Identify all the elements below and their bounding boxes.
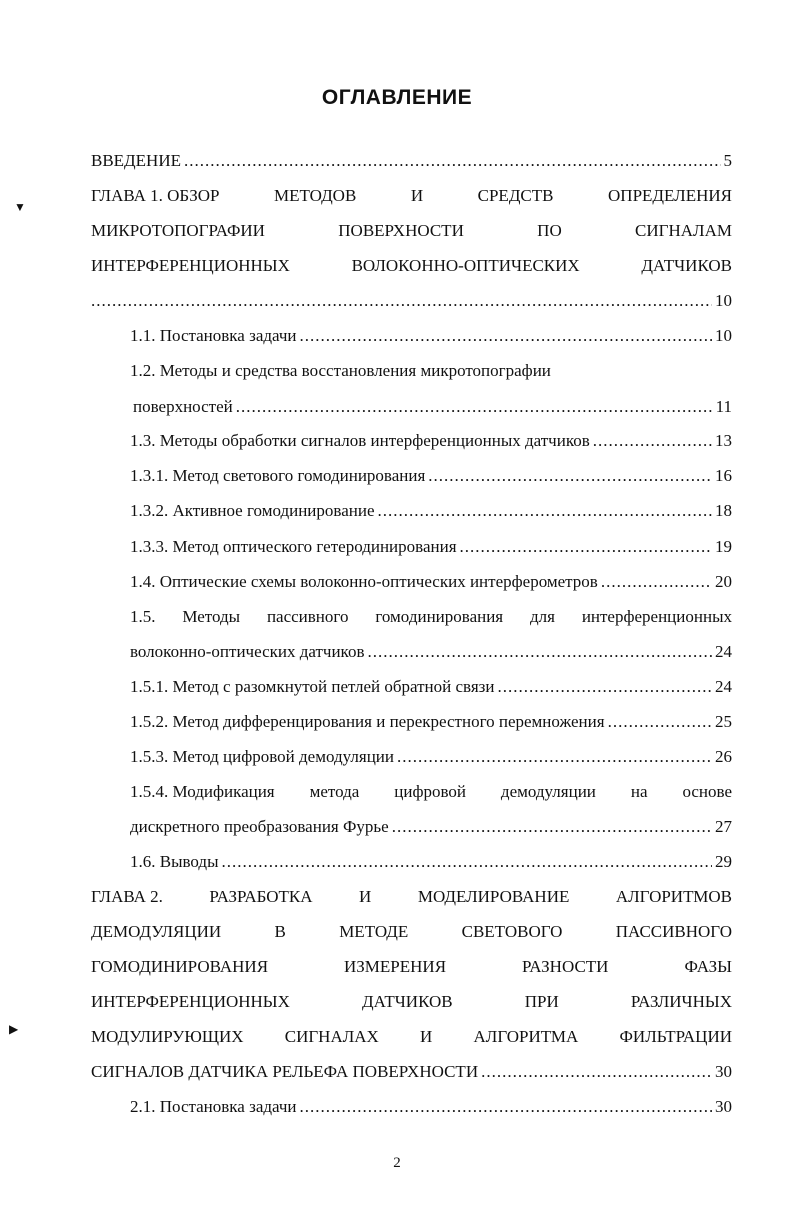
dot-leader xyxy=(91,290,712,312)
page-ref: 25 xyxy=(715,712,732,731)
page-ref: 10 xyxy=(715,326,732,345)
toc-entry-chapter-2[interactable]: ДЕМОДУЛЯЦИИ В МЕТОДЕ СВЕТОВОГО ПАССИВНОГО xyxy=(91,922,732,941)
toc-entry-1-1[interactable]: 1.1. Постановка задачи ..... 10 xyxy=(130,325,732,347)
page-ref: 24 xyxy=(715,677,732,696)
toc-entry-1-3[interactable]: 1.3. Методы обработки сигналов интерференционных датчиков ..... 13 xyxy=(130,430,732,452)
toc-entry-chapter-2[interactable]: МОДУЛИРУЮЩИХ СИГНАЛАХ И АЛГОРИТМА ФИЛЬТРАЦИИ xyxy=(91,1027,732,1046)
toc-entry-chapter-1[interactable]: ГЛАВА 1. ОБЗОР МЕТОДОВ И СРЕДСТВ ОПРЕДЕЛЕНИЯ xyxy=(91,186,732,205)
dot-leader xyxy=(608,711,712,733)
dot-leader xyxy=(184,150,721,172)
toc-entry-1-5-3[interactable]: 1.5.3. Метод цифровой демодуляции ..... 26 xyxy=(130,746,732,768)
dot-leader xyxy=(392,816,712,838)
dot-leader xyxy=(367,641,712,663)
toc-entry-1-3-3[interactable]: 1.3.3. Метод оптического гетеродинирования ..... 19 xyxy=(130,536,732,558)
dot-leader xyxy=(593,430,712,452)
toc-entry-1-6[interactable]: 1.6. Выводы ..... 29 xyxy=(130,851,732,873)
dot-leader xyxy=(222,851,712,873)
page-ref: 10 xyxy=(715,291,732,310)
page-ref: 19 xyxy=(715,537,732,556)
dot-leader xyxy=(236,396,713,418)
page-ref: 24 xyxy=(715,642,732,661)
page-title: ОГЛАВЛЕНИЕ xyxy=(321,86,473,109)
toc-entry-chapter-1[interactable]: МИКРОТОПОГРАФИИ ПОВЕРХНОСТИ ПО СИГНАЛАМ xyxy=(91,221,732,240)
page-ref: 30 xyxy=(715,1097,732,1116)
dot-leader xyxy=(397,746,712,768)
dot-leader xyxy=(498,676,713,698)
toc-entry-chapter-2[interactable]: ГЛАВА 2. РАЗРАБОТКА И МОДЕЛИРОВАНИЕ АЛГОРИТМОВ xyxy=(91,887,732,906)
page-number: 2 xyxy=(393,1155,401,1171)
toc-entry-1-5-4[interactable]: 1.5.4. Модификация метода цифровой демодуляции на основе xyxy=(130,782,732,801)
dot-leader xyxy=(300,1096,712,1118)
page-ref: 18 xyxy=(715,501,732,520)
dot-leader xyxy=(601,571,712,593)
toc-entry-1-5-1[interactable]: 1.5.1. Метод с разомкнутой петлей обратной связи ..... 24 xyxy=(130,676,732,698)
page-ref: 20 xyxy=(715,572,732,591)
dot-leader xyxy=(378,500,713,522)
dot-leader xyxy=(300,325,712,347)
toc-entry-chapter-1-page[interactable] xyxy=(91,290,732,312)
toc-entry-chapter-2[interactable]: ГОМОДИНИРОВАНИЯ ИЗМЕРЕНИЯ РАЗНОСТИ ФАЗЫ xyxy=(91,957,732,976)
page-ref: 29 xyxy=(715,852,732,871)
toc-entry-chapter-2[interactable]: ИНТЕРФЕРЕНЦИОННЫХ ДАТЧИКОВ ПРИ РАЗЛИЧНЫХ xyxy=(91,992,732,1011)
page-ref: 5 xyxy=(723,151,732,170)
toc-entry-1-3-2[interactable]: 1.3.2. Активное гомодинирование ..... 18 xyxy=(130,500,732,522)
toc-entry-1-5[interactable]: 1.5. Методы пассивного гомодинирования для интерференционных xyxy=(130,607,732,626)
toc-entry-1-5[interactable]: волоконно-оптических датчиков ..... 24 xyxy=(130,641,732,663)
dot-leader xyxy=(428,465,712,487)
toc-entry-1-5-2[interactable]: 1.5.2. Метод дифференцирования и перекрестного перемножения ..... 25 xyxy=(130,711,732,733)
toc-entry-chapter-2[interactable]: СИГНАЛОВ ДАТЧИКА РЕЛЬЕФА ПОВЕРХНОСТИ ..... 30 xyxy=(91,1061,732,1083)
toc-entry-1-5-4[interactable]: дискретного преобразования Фурье ..... 27 xyxy=(130,816,732,838)
toc-entry-chapter-1[interactable]: ИНТЕРФЕРЕНЦИОННЫХ ВОЛОКОННО-ОПТИЧЕСКИХ ДАТЧИКОВ xyxy=(91,256,732,275)
toc-entry-intro[interactable]: ВВЕДЕНИЕ ..... 5 xyxy=(91,150,732,172)
dot-leader xyxy=(481,1061,712,1083)
scan-mark: ▼ xyxy=(14,200,26,214)
page-ref: 30 xyxy=(715,1062,732,1081)
toc-entry-1-2[interactable]: поверхностей ..... 11 xyxy=(133,396,732,418)
toc-entry-1-4[interactable]: 1.4. Оптические схемы волоконно-оптических интерферометров ..... 20 xyxy=(130,571,732,593)
page-ref: 11 xyxy=(715,397,732,416)
toc-entry-1-2[interactable]: 1.2. Методы и средства восстановления микротопографии xyxy=(130,361,551,380)
page-ref: 13 xyxy=(715,431,732,450)
page-ref: 27 xyxy=(715,817,732,836)
dot-leader xyxy=(460,536,712,558)
toc-entry-1-3-1[interactable]: 1.3.1. Метод светового гомодинирования ..... 16 xyxy=(130,465,732,487)
page-ref: 26 xyxy=(715,747,732,766)
toc-entry-2-1[interactable]: 2.1. Постановка задачи ..... 30 xyxy=(130,1096,732,1118)
page-ref: 16 xyxy=(715,466,732,485)
scan-mark: ▶ xyxy=(9,1022,19,1036)
